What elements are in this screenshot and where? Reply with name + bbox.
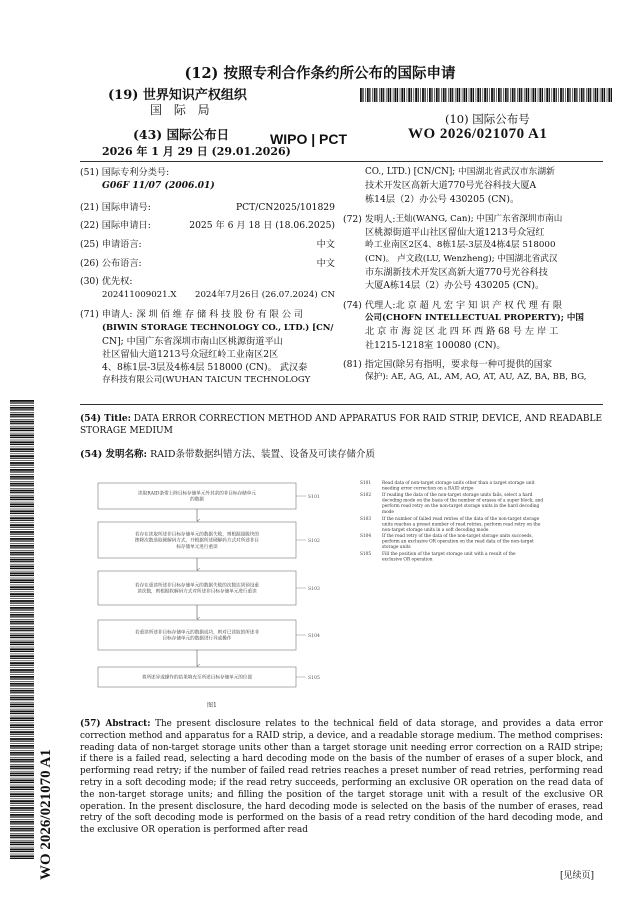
applicant-cont-line: CO., LTD.) [CN/CN]; 中国湖北省武汉市东湖新	[365, 167, 555, 177]
states-line: (除另有指明，要求每一种可提供的国家	[392, 358, 553, 370]
filing-row	[80, 219, 335, 232]
publang-row	[80, 257, 335, 270]
applicant-cont-line: 栋14层（2）办公号 430205 (CN)。	[365, 193, 520, 205]
flow-step-id: S101	[308, 495, 320, 500]
logo-text: WIPO | PCT	[270, 131, 348, 147]
ipc-value: G06F 11/07 (2006.01)	[102, 180, 215, 191]
applicant-label: (71) 申请人:	[80, 309, 133, 320]
states-first-row	[343, 358, 604, 371]
flow-legend-item: S102 If reading the data of the non-target storage units fails, select a hard decoding mode on the basis of the number of erases of a super block, and perform read retry on the non-target storage units in the hard decoding mode	[360, 493, 544, 515]
inventor-line: 王灿(WANG, Can); 中国广东省深圳市南山	[395, 213, 563, 224]
publication-number: WO 2026/021070 A1	[408, 126, 548, 142]
appno-row	[80, 201, 335, 214]
flow-step-id: S105	[308, 676, 320, 681]
title-zh-text: RAID条带数据纠错方法、装置、设备及可读存储介质	[150, 449, 375, 460]
flow-legend-item: S105 Fill the position of the target storage unit with a result of the exclusive OR operation	[360, 552, 516, 563]
applicant-line: CN]; 中国广东省深圳市南山区桃源街道平山	[102, 335, 283, 347]
applicant-line: 存科技有限公司(WUHAN TAICUN TECHNOLOGY	[102, 375, 311, 386]
title-en-text: DATA ERROR CORRECTION METHOD AND APPARATUS FOR RAID STRIP, DEVICE, AND READABLE STORAGE MEDIUM	[80, 414, 603, 436]
pubdate-label: (43) 国际公布日	[133, 127, 230, 142]
flow-step-id: S103	[308, 587, 320, 592]
priority-country: CN	[320, 290, 335, 300]
inventor-line: (CN)。 卢文政(LU, Wenzheng); 中国湖北省武汉	[365, 253, 558, 264]
agent-line: 北 京 超 凡 宏 宇 知 识 产 权 代 理 有 限	[395, 299, 563, 311]
flow-legend-item: S101 Read data of non-target storage units other than a target storage unit needing error correction on a RAID stripe	[360, 481, 535, 492]
applicant-block	[80, 308, 335, 388]
applicant-line: (BIWIN STORAGE TECHNOLOGY CO., LTD.) [CN/	[102, 322, 334, 333]
priority-number: 202411009021.X	[102, 290, 177, 300]
flow-step-text: 若存在读取所述非目标存储单元的数据失败，则根据超级块的擦除次数选取硬解码方式，并根据所述硬解码方式对所述非目标存储单元进行重读	[134, 532, 260, 550]
barcode-side-image	[10, 400, 34, 860]
flow-legend-item: S103 If the number of failed read retries of the data of the non-target storage units reaches a preset number of read retries, perform read retry on the non-target storage units in a soft decoding mode	[360, 517, 541, 534]
divider	[80, 404, 603, 405]
priority-row	[102, 289, 335, 302]
divider	[80, 161, 603, 162]
lang-value: 中文	[316, 239, 335, 250]
inventor-line: 大厦A栋14层（2）办公号 430205 (CN)。	[365, 280, 545, 292]
office-name: (19) 世界知识产权组织	[108, 88, 247, 103]
inventor-first-row	[343, 213, 604, 226]
inventor-line: 区桃源街道平山社区留仙大道1213号众冠红	[365, 227, 545, 239]
agent-first-row	[343, 299, 604, 312]
states-line: 保护): AE, AG, AL, AM, AO, AT, AU, AZ, BA, BB, BG,	[365, 372, 587, 383]
ipc-label: (51) 国际专利分类号:	[80, 167, 170, 178]
agent-line: 公司(CHOFN INTELLECTUAL PROPERTY); 中国	[365, 312, 584, 323]
applicant-line: 深 圳 佰 维 存 储 科 技 股 份 有 限 公 司	[136, 309, 304, 320]
title-chinese	[80, 446, 602, 460]
filing-value: 2025 年 6 月 18 日 (18.06.2025)	[189, 220, 335, 231]
flow-step-text: 若重读所述非目标存储单元的数据成功，则对已读取的所述非目标存储单元的数据进行异或操作	[134, 630, 260, 642]
inventor-line: 岭工业南区2区4、8栋1层-3层及4栋4层 518000	[365, 240, 556, 251]
flow-legend-item: S104 If the read retry of the data of the non-target storage units succeeds, perform an exclusive OR operation on the read data of the non-target storage units	[360, 534, 534, 551]
applicant-line: 4、8栋1层-3层及4栋4层 518000 (CN)。 武汉泰	[102, 362, 308, 374]
appno-label: (21) 国际申请号:	[80, 202, 151, 213]
states-label: (81) 指定国	[343, 358, 393, 370]
applicant-line: 社区留仙大道1213号众冠红岭工业南区2区	[102, 348, 279, 360]
flow-step-text: 读取RAID条带上除目标存储单元外其余的非目标存储单元的数据	[138, 491, 256, 503]
publang-label: (26) 公布语言:	[80, 258, 142, 269]
title-en-label: (54) Title:	[80, 414, 131, 424]
priority-date: 2024年7月26日 (26.07.2024)	[195, 290, 318, 300]
flow-step-id: S104	[308, 634, 320, 639]
publang-value: 中文	[316, 258, 335, 269]
applicant-cont-line: 技术开发区高新大道770号光谷科技大厦A	[365, 180, 537, 192]
flowchart	[90, 475, 600, 715]
priority-label: (30) 优先权:	[80, 276, 133, 287]
abstract-label: (57) Abstract:	[80, 719, 151, 729]
office-subname: 国 际 局	[150, 103, 214, 117]
side-publication-number: WO 2026/021070 A1	[38, 749, 54, 880]
abstract-text: The present disclosure relates to the technical field of data storage, and provides a data error correction method and apparatus for a RAID strip, a device, and a readable storage medium. The method comprises: reading data of non-target storage units other than a target storage unit needing error correction on a RAID stripe; if there is a failed read, selecting a hard decoding mode on the basis of the number of erases of a super block, and performing read retry; if the number of failed read retries reaches a preset number of read retries, performing read retry in a soft decoding mode; if the read retry succeeds, performing an exclusive OR operation on the read data of the non-target storage units; and filling the position of the target storage unit with a result of the exclusive OR operation. In the present disclosure, the hard decoding mode is selected on the basis of the number of erases, read retry of the soft decoding mode is performed on the basis of a read retry condition of the hard decoding mode, and the exclusive OR operation is performed after read	[80, 719, 603, 836]
pubnum-label: (10) 国际公布号	[445, 112, 530, 126]
agent-line: 北 京 市 海 淀 区 北 四 环 西 路 68 号 左 岸 工	[365, 326, 559, 338]
lang-label: (25) 申请语言:	[80, 239, 142, 250]
abstract	[80, 719, 603, 837]
inventor-label: (72) 发明人:	[343, 213, 396, 225]
flow-step-id: S102	[308, 539, 320, 544]
wipo-pct-logo	[268, 127, 354, 149]
lang-row	[80, 238, 335, 251]
document-title: (12) 按照专利合作条约所公布的国际申请	[184, 65, 456, 82]
biblio-right-column	[343, 166, 604, 384]
flow-step-text: 若存在重读所述非目标存储单元的数据失败的次数达到预设重读次数，则根据软解码方式对所述非目标存储单元进行重读	[134, 583, 260, 595]
appno-value: PCT/CN2025/101829	[235, 202, 335, 213]
flow-step-text: 将所述异或操作的结果填充至所述目标存储单元的位置	[141, 675, 253, 681]
title-zh-label: (54) 发明名称:	[80, 449, 148, 460]
barcode-top-image	[360, 88, 613, 102]
agent-line: 社1215-1218室 100080 (CN)。	[365, 339, 506, 351]
continued-note: [见续页]	[560, 871, 595, 881]
filing-label: (22) 国际申请日:	[80, 220, 151, 231]
figure-label: 图1	[207, 702, 217, 709]
pubdate-value: 2026 年 1 月 29 日 (29.01.2026)	[102, 145, 291, 158]
inventor-line: 市东湖新技术开发区高新大道770号光谷科技	[365, 267, 548, 279]
title-english	[80, 414, 602, 437]
agent-label: (74) 代理人:	[343, 299, 396, 311]
